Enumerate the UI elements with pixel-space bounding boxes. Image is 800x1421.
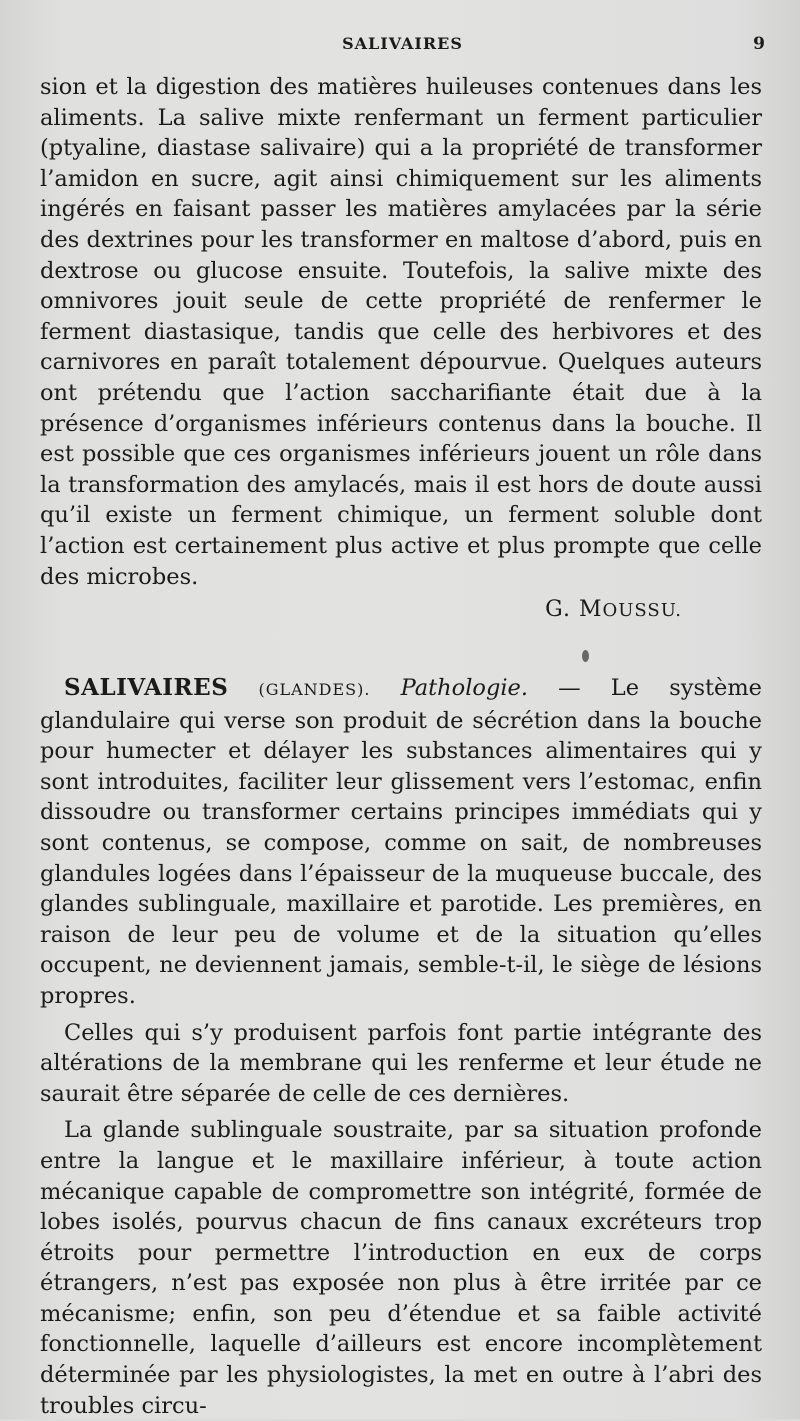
entry-intro-text: — Le système glandulaire qui verse son produit de sécrétion dans la bouche pour humecter et délayer les substances alimentaires qui y sont introduites, faciliter leur glissement vers l’estomac, enfin dissoudre ou transformer certains principes immédiats qui y sont contenus, se compose, comme on sait, de nombreuses glandules logées dans l’épaisseur de la muqueuse buccale, des glandes sublinguale, maxillaire et parotide. Les premières, en raison de leur peu de volume et de la situation qu’elles occupent, ne deviennent jamais, semble-t-il, le siège de lésions propres. <box>40 675 763 1009</box>
author-signature <box>545 597 682 622</box>
entry-section <box>40 673 762 1421</box>
running-title: SALIVAIRES <box>342 34 463 53</box>
signature-rest: OUSSU. <box>602 600 682 621</box>
entry-paragraph-2: Celles qui s’y produisent parfois font partie intégrante des altérations de la membrane qui les renferme et leur étude ne saurait être séparée de celle de ces dernières. <box>40 1019 762 1107</box>
entry-intro-paragraph <box>40 673 762 1012</box>
running-head <box>40 34 765 58</box>
entry-headword: SALIVAIRES <box>64 674 229 701</box>
continuation-text: sion et la digestion des matières huileuses contenues dans les aliments. La salive mixte renfermant un ferment particulier (ptyaline, diastase salivaire) qui a la propriété de transformer l’amidon en sucre, agit ainsi chimiquement sur les aliments ingérés en faisant passer les matières amylacées par la série des dextrines pour les transformer en maltose d’abord, puis en dextrose ou glucose ensuite. Toutefois, la salive mixte des omnivores jouit seule de cette propriété de renfermer le ferment diastasique, tandis que celle des herbivores et des carnivores en paraît totalement dépourvue. Quelques auteurs ont prétendu que l’action saccharifiante était due à la présence d’organismes inférieurs contenus dans la bouche. Il est possible que ces organismes inférieurs jouent un rôle dans la transformation des amylacés, mais il est hors de doute aussi qu’il existe un ferment chimique, un ferment soluble dont l’action est certainement plus active et plus prompte que celle des microbes. <box>40 74 762 590</box>
signature-first-letter: M <box>578 597 603 622</box>
ink-spot <box>582 650 589 662</box>
entry-paragraph-3: La glande sublinguale soustraite, par sa situation profonde entre la langue et le maxillaire inférieur, à toute action mécanique capable de compromettre son intégrité, formée de lobes isolés, pourvus chacun de fins canaux excréteurs trop étroits pour permettre l’introduction en eux de corps étrangers, n’est pas exposée non plus à être irritée par ce mécanisme; enfin, son peu d’étendue et sa faible activité fonctionnelle, laquelle d’ailleurs est encore incomplètement déterminée par les physiologistes, la met en outre à l’abri des troubles circu- <box>40 1117 762 1419</box>
entry-subject: Pathologie. <box>400 675 529 701</box>
entry-qualifier: (GLANDES). <box>258 680 371 699</box>
continuation-paragraph <box>40 72 762 592</box>
signature-initial: G. <box>545 597 571 622</box>
page-number: 9 <box>753 34 765 54</box>
